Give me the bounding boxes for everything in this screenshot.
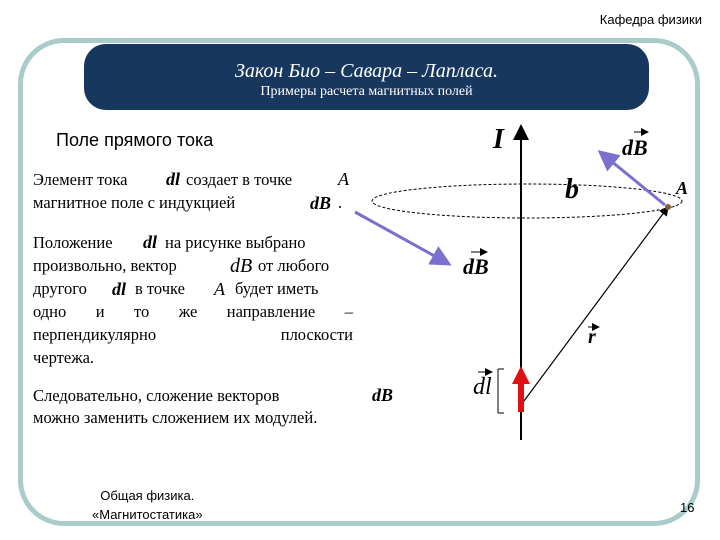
course-line1: Общая физика. (100, 488, 195, 503)
dl-label: dl (473, 374, 492, 400)
course-footer (92, 486, 203, 524)
para3-line2: можно заменить сложением их модулей. (33, 408, 318, 427)
para1-line1-a: Элемент тока (33, 170, 128, 189)
para2-line6: чертежа. (33, 348, 95, 367)
symbol-point-a: A (338, 169, 349, 189)
para2-line2-a: произвольно, вектор (33, 256, 177, 275)
slide-subtitle: Примеры расчета магнитных полей (260, 84, 473, 99)
para1-line1-b: создает в точке (186, 170, 293, 189)
para2-line2-b: от любого (258, 256, 330, 275)
para3-line1: Следовательно, сложение векторов (33, 386, 280, 405)
slide-title: Закон Био – Савара – Лапласа. (234, 60, 499, 82)
course-line2: «Магнитостатика» (92, 507, 203, 522)
db-label-top: dB (622, 135, 648, 160)
symbol-dB: dB (310, 193, 332, 213)
para2-line1-b: на рисунке выбрано (165, 233, 306, 252)
dl-element-shaft (518, 382, 524, 412)
para2-line3-c: будет иметь (235, 279, 319, 298)
department-label: Кафедра физики (599, 12, 702, 27)
current-label: I (493, 124, 504, 155)
page-number: 16 (680, 500, 695, 515)
point-a-dot (665, 204, 671, 210)
symbol-dl: dl (143, 232, 158, 252)
symbol-dl: dl (166, 169, 181, 189)
symbol-dl: dl (112, 279, 127, 299)
symbol-dB: dB (372, 385, 394, 405)
para2-line3-a: другого (33, 279, 87, 298)
point-a-label: A (676, 178, 689, 198)
field-line-ellipse (372, 184, 682, 218)
para1-line2-a: магнитное поле с индукцией (33, 193, 236, 212)
db-vector-left (355, 212, 449, 264)
distance-b-label: b (565, 174, 579, 205)
para2-line1-a: Положение (33, 233, 113, 252)
para1-line2-b: . (338, 193, 343, 212)
symbol-dB: dB (230, 255, 253, 277)
symbol-point-a: A (214, 279, 225, 299)
radius-vector-r (521, 207, 668, 405)
db-label-left: dB (463, 254, 489, 279)
para2-line3-b: в точке (135, 279, 185, 298)
para2-line5: перпендикулярно плоскости (33, 325, 353, 344)
para2-line4: одно и то же направление – (33, 302, 353, 321)
dl-element-head (512, 366, 530, 384)
section-title: Поле прямого тока (56, 130, 214, 150)
r-label: r (588, 326, 596, 348)
